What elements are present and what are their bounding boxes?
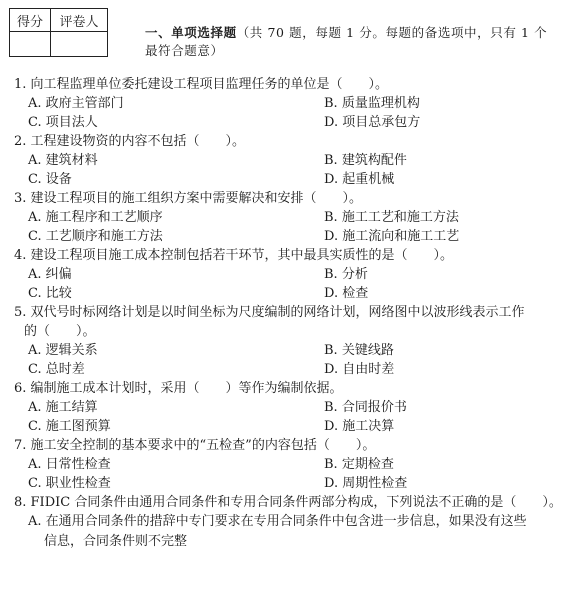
question-stem-line1: 5. 双代号时标网络计划是以时间坐标为尺度编制的网络计划，网络图中以波形线表示工作	[14, 305, 525, 320]
question-stem: 7. 施工安全控制的基本要求中的“五检查”的内容包括（ ）。	[14, 438, 376, 453]
option-c: C. 总时差	[28, 362, 85, 377]
option-a	[0, 512, 558, 552]
question-stem: 6. 编制施工成本计划时，采用（ ）等作为编制依据。	[14, 381, 343, 396]
option-c: C. 施工图预算	[28, 419, 111, 434]
question-list	[0, 75, 580, 552]
grader-label: 评卷人	[51, 9, 108, 32]
options	[0, 265, 580, 303]
option-a-line2: 信息，合同条件则不完整	[44, 534, 188, 549]
question-stem: 1. 向工程监理单位委托建设工程项目监理任务的单位是（ ）。	[14, 77, 389, 92]
options	[0, 208, 580, 246]
option-b: B. 合同报价书	[324, 400, 407, 415]
section-desc-line2: 最符合题意）	[145, 43, 224, 58]
question-stem: 3. 建设工程项目的施工组织方案中需要解决和安排（ ）。	[14, 191, 363, 206]
option-b: B. 定期检查	[324, 457, 394, 472]
option-d: D. 检查	[324, 286, 369, 301]
options	[0, 341, 580, 379]
option-b: B. 质量监理机构	[324, 96, 420, 111]
option-d: D. 起重机械	[324, 172, 395, 187]
option-c: C. 项目法人	[28, 115, 98, 130]
options	[0, 398, 580, 436]
score-label: 得分	[10, 9, 51, 32]
option-d: D. 周期性检查	[324, 476, 408, 491]
question-stem	[0, 303, 580, 341]
section-desc-line1: （共 70 题，每题 1 分。每题的备选项中，只有 1 个	[236, 25, 548, 40]
option-c: C. 设备	[28, 172, 72, 187]
option-d: D. 自由时差	[324, 362, 395, 377]
option-b: B. 关键线路	[324, 343, 394, 358]
score-cell	[10, 32, 51, 57]
option-c: C. 工艺顺序和施工方法	[28, 229, 163, 244]
question-stem: 8. FIDIC 合同条件由通用合同条件和专用合同条件两部分构成，下列说法不正确的是（ ）。	[14, 495, 562, 510]
option-a: A. 逻辑关系	[28, 343, 98, 358]
option-a: A. 建筑材料	[28, 153, 98, 168]
score-box	[9, 8, 108, 57]
option-c: C. 职业性检查	[28, 476, 111, 491]
question-4	[0, 246, 580, 303]
options	[0, 94, 580, 132]
question-stem: 2. 工程建设物资的内容不包括（ ）。	[14, 134, 246, 149]
option-c: C. 比较	[28, 286, 72, 301]
options	[0, 455, 580, 493]
option-b: B. 分析	[324, 267, 368, 282]
option-d: D. 施工流向和施工工艺	[324, 229, 460, 244]
option-b: B. 施工工艺和施工方法	[324, 210, 459, 225]
grader-cell	[51, 32, 108, 57]
question-7	[0, 436, 580, 493]
question-5	[0, 303, 580, 379]
option-a: A. 政府主管部门	[28, 96, 124, 111]
section-header	[145, 24, 575, 60]
question-8	[0, 493, 580, 552]
question-2	[0, 132, 580, 189]
question-stem-line2: 的（ ）。	[24, 324, 96, 339]
options	[0, 151, 580, 189]
option-a: A. 施工程序和工艺顺序	[28, 210, 163, 225]
question-stem: 4. 建设工程项目施工成本控制包括若干环节，其中最具实质性的是（ ）。	[14, 248, 454, 263]
question-1	[0, 75, 580, 132]
question-6	[0, 379, 580, 436]
option-a-line1: A. 在通用合同条件的措辞中专门要求在专用合同条件中包含进一步信息，如果没有这些	[28, 514, 527, 529]
option-a: A. 日常性检查	[28, 457, 111, 472]
option-b: B. 建筑构配件	[324, 153, 407, 168]
option-d: D. 施工决算	[324, 419, 395, 434]
option-d: D. 项目总承包方	[324, 115, 421, 130]
option-a: A. 施工结算	[28, 400, 98, 415]
section-title: 一、单项选择题	[145, 25, 237, 40]
question-3	[0, 189, 580, 246]
option-a: A. 纠偏	[28, 267, 72, 282]
